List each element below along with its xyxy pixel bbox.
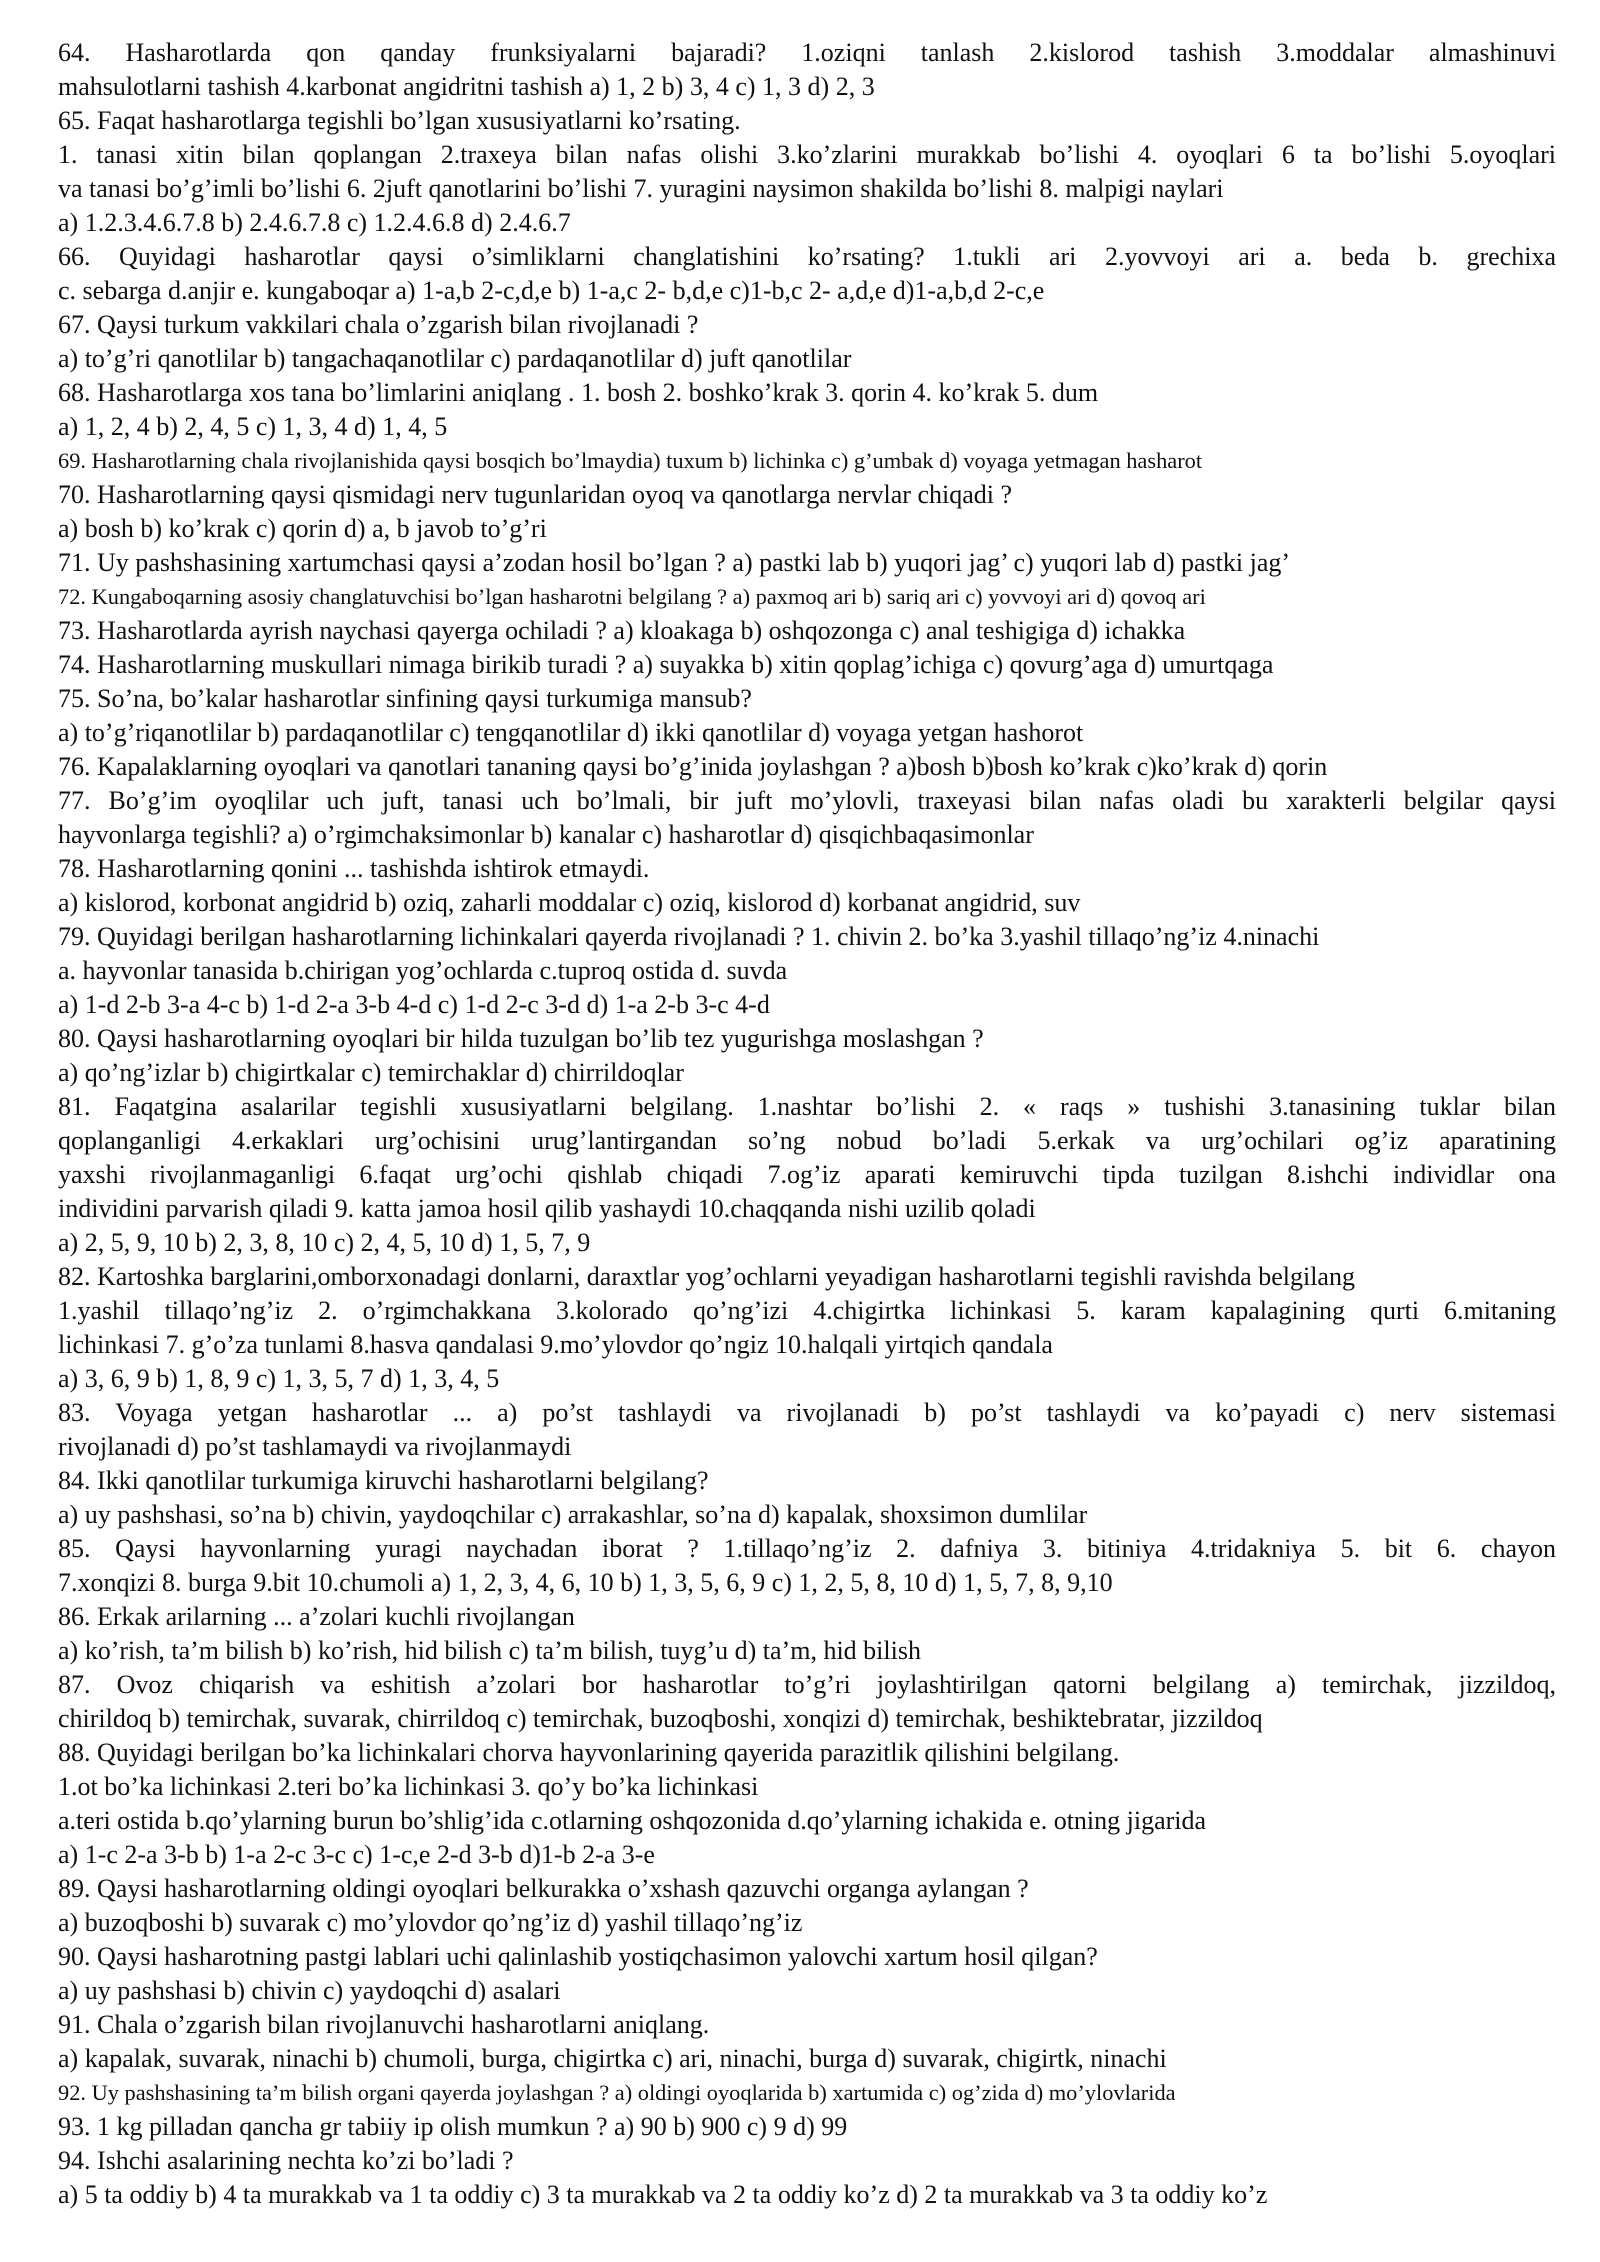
text-line: 71. Uy pashshasining xartumchasi qaysi a’zodan hosil bo’lgan ? a) pastki lab b) yuqori jag’ c) yuqori lab d) pastki jag’ — [58, 548, 1291, 577]
text-line: lichinkasi 7. g’o’za tunlami 8.hasva qandalasi 9.mo’ylovdor qo’ngiz 10.halqali yirtqich qandala — [58, 1330, 1053, 1359]
text-line: 73. Hasharotlarda ayrish naychasi qayerga ochiladi ? a) kloakaga b) oshqozonga c) anal teshigiga d) ichakka — [58, 616, 1186, 645]
text-line: va tanasi bo’g’imli bo’lishi 6. 2juft qanotlarini bo’lishi 7. yuragini naysimon shakilda bo’lishi 8. malpigi naylari — [58, 174, 1224, 203]
text-line: 70. Hasharotlarning qaysi qismidagi nerv tugunlaridan oyoq va qanotlarga nervlar chiqadi ? — [58, 480, 1013, 509]
text-line: a) uy pashshasi b) chivin c) yaydoqchi d) asalari — [58, 1976, 561, 2005]
text-line: 85. Qaysi hayvonlarning yuragi naychadan iborat ? 1.tillaqo’ng’iz 2. dafniya 3. bitiniya 4.tridakniya 5. bit 6. chayon — [58, 1534, 1556, 1563]
text-line: 77. Bo’g’im oyoqlilar uch juft, tanasi uch bo’lmali, bir juft mo’ylovli, traxeyasi bilan nafas oladi bu xarakterli belgilar qaysi — [58, 786, 1556, 815]
text-line: 66. Quyidagi hasharotlar qaysi o’simliklarni changlatishini ko’rsating? 1.tukli ari 2.yovvoyi ari a. beda b. grechixa — [58, 242, 1556, 271]
text-line: a) 1-d 2-b 3-a 4-c b) 1-d 2-a 3-b 4-d c) 1-d 2-c 3-d d) 1-a 2-b 3-c 4-d — [58, 990, 770, 1019]
text-line: 65. Faqat hasharotlarga tegishli bo’lgan xususiyatlarni ko’rsating. — [58, 106, 741, 135]
text-line: 88. Quyidagi berilgan bo’ka lichinkalari chorva hayvonlarining qayerida parazitlik qilishini belgilang. — [58, 1738, 1120, 1767]
text-line: a) to’g’ri qanotlilar b) tangachaqanotlilar c) pardaqanotlilar d) juft qanotlilar — [58, 344, 852, 373]
text-line: a) 1.2.3.4.6.7.8 b) 2.4.6.7.8 c) 1.2.4.6.8 d) 2.4.6.7 — [58, 208, 571, 237]
text-line: a) 1-c 2-a 3-b b) 1-a 2-c 3-c c) 1-c,e 2-d 3-b d)1-b 2-a 3-e — [58, 1840, 655, 1869]
text-line: 76. Kapalaklarning oyoqlari va qanotlari tananing qaysi bo’g’inida joylashgan ? a)bosh b)bosh ko’krak c)ko’krak d) qorin — [58, 752, 1328, 781]
text-line: 74. Hasharotlarning muskullari nimaga birikib turadi ? a) suyakka b) xitin qoplag’ichiga c) qovurg’aga d) umurtqaga — [58, 650, 1274, 679]
text-line: 89. Qaysi hasharotlarning oldingi oyoqlari belkurakka o’xshash qazuvchi organga aylangan ? — [58, 1874, 1029, 1903]
text-line: 75. So’na, bo’kalar hasharotlar sinfining qaysi turkumiga mansub? — [58, 684, 752, 713]
text-line: 1.yashil tillaqo’ng’iz 2. o’rgimchakkana 3.kolorado qo’ng’izi 4.chigirtka lichinkasi 5. karam kapalagining qurti 6.mitaning — [58, 1296, 1556, 1325]
text-line: 1.ot bo’ka lichinkasi 2.teri bo’ka lichinkasi 3. qo’y bo’ka lichinkasi — [58, 1772, 759, 1801]
text-line: 90. Qaysi hasharotning pastgi lablari uchi qalinlashib yostiqchasimon yalovchi xartum hosil qilgan? — [58, 1942, 1098, 1971]
document-page — [58, 36, 1556, 2212]
text-line: 94. Ishchi asalarining nechta ko’zi bo’ladi ? — [58, 2146, 514, 2175]
text-line: 1. tanasi xitin bilan qoplangan 2.traxeya bilan nafas olishi 3.ko’zlarini murakkab bo’lishi 4. oyoqlari 6 ta bo’lishi 5.oyoqlari — [58, 140, 1556, 169]
text-line: 69. Hasharotlarning chala rivojlanishida qaysi bosqich bo’lmaydia) tuxum b) lichinka c) g’umbak d) voyaga yetmagan hasharot — [58, 448, 1203, 473]
text-line: 79. Quyidagi berilgan hasharotlarning lichinkalari qayerda rivojlanadi ? 1. chivin 2. bo’ka 3.yashil tillaqo’ng’iz 4.ninachi — [58, 922, 1320, 951]
text-line: yaxshi rivojlanmaganligi 6.faqat urg’ochi qishlab chiqadi 7.og’iz aparati kemiruvchi tipda tuzilgan 8.ishchi individlar ona — [58, 1160, 1556, 1189]
text-line: chirildoq b) temirchak, suvarak, chirrildoq c) temirchak, buzoqboshi, xonqizi d) temirchak, beshiktebratar, jizzildoq — [58, 1704, 1263, 1733]
text-line: 81. Faqatgina asalarilar tegishli xususiyatlarni belgilang. 1.nashtar bo’lishi 2. « raqs » tushishi 3.tanasining tuklar bilan — [58, 1092, 1556, 1121]
text-line: individini parvarish qiladi 9. katta jamoa hosil qilib yashaydi 10.chaqqanda nishi uzilib qoladi — [58, 1194, 1036, 1223]
text-line: mahsulotlarni tashish 4.karbonat angidritni tashish a) 1, 2 b) 3, 4 c) 1, 3 d) 2, 3 — [58, 72, 875, 101]
text-line: a) 2, 5, 9, 10 b) 2, 3, 8, 10 c) 2, 4, 5, 10 d) 1, 5, 7, 9 — [58, 1228, 591, 1257]
text-line: 93. 1 kg pilladan qancha gr tabiiy ip olish mumkun ? a) 90 b) 900 c) 9 d) 99 — [58, 2112, 848, 2141]
text-line: a) to’g’riqanotlilar b) pardaqanotlilar c) tengqanotlilar d) ikki qanotlilar d) voyaga yetgan hashorot — [58, 718, 1084, 747]
text-line: 87. Ovoz chiqarish va eshitish a’zolari bor hasharotlar to’g’ri joylashtirilgan qatorni belgilang a) temirchak, jizzildoq, — [58, 1670, 1556, 1699]
text-line: c. sebarga d.anjir e. kungaboqar a) 1-a,b 2-c,d,e b) 1-a,c 2- b,d,e c)1-b,c 2- a,d,e d)1-a,b,d 2-c,e — [58, 276, 1045, 305]
text-line: rivojlanadi d) po’st tashlamaydi va rivojlanmaydi — [58, 1432, 572, 1461]
text-line: a) ko’rish, ta’m bilish b) ko’rish, hid bilish c) ta’m bilish, tuyg’u d) ta’m, hid bilish — [58, 1636, 921, 1665]
text-line: 86. Erkak arilarning ... a’zolari kuchli rivojlangan — [58, 1602, 575, 1631]
text-line: a) bosh b) ko’krak c) qorin d) a, b javob to’g’ri — [58, 514, 547, 543]
text-line: 91. Chala o’zgarish bilan rivojlanuvchi hasharotlarni aniqlang. — [58, 2010, 710, 2039]
text-line: 83. Voyaga yetgan hasharotlar ... a) po’st tashlaydi va rivojlanadi b) po’st tashlaydi va ko’payadi c) nerv sistemasi — [58, 1398, 1556, 1427]
text-line: a) buzoqboshi b) suvarak c) mo’ylovdor qo’ng’iz d) yashil tillaqo’ng’iz — [58, 1908, 803, 1937]
text-line: 72. Kungaboqarning asosiy changlatuvchisi bo’lgan hasharotni belgilang ? a) paxmoq ari b) sariq ari c) yovvoyi ari d) qovoq ari — [58, 584, 1206, 609]
text-line: 82. Kartoshka barglarini,omborxonadagi donlarni, daraxtlar yog’ochlarni yeyadigan hasharotlarni tegishli ravishda belgilang — [58, 1262, 1355, 1291]
text-line: a) qo’ng’izlar b) chigirtkalar c) temirchaklar d) chirrildoqlar — [58, 1058, 684, 1087]
text-line: 68. Hasharotlarga xos tana bo’limlarini aniqlang . 1. bosh 2. boshko’krak 3. qorin 4. ko’krak 5. dum — [58, 378, 1099, 407]
text-line: 78. Hasharotlarning qonini ... tashishda ishtirok etmaydi. — [58, 854, 650, 883]
text-line: a) uy pashshasi, so’na b) chivin, yaydoqchilar c) arrakashlar, so’na d) kapalak, shoxsimon dumlilar — [58, 1500, 1088, 1529]
text-line: hayvonlarga tegishli? a) o’rgimchaksimonlar b) kanalar c) hasharotlar d) qisqichbaqasimonlar — [58, 820, 1034, 849]
text-line: a) kapalak, suvarak, ninachi b) chumoli, burga, chigirtka c) ari, ninachi, burga d) suvarak, chigirtk, ninachi — [58, 2044, 1167, 2073]
text-line: 64. Hasharotlarda qon qanday frunksiyalarni bajaradi? 1.oziqni tanlash 2.kislorod tashish 3.moddalar almashinuvi — [58, 38, 1556, 67]
text-line: a) 5 ta oddiy b) 4 ta murakkab va 1 ta oddiy c) 3 ta murakkab va 2 ta oddiy ko’z d) 2 ta murakkab va 3 ta oddiy ko’z — [58, 2180, 1268, 2209]
text-line: a) 1, 2, 4 b) 2, 4, 5 c) 1, 3, 4 d) 1, 4, 5 — [58, 412, 448, 441]
text-line: 67. Qaysi turkum vakkilari chala o’zgarish bilan rivojlanadi ? — [58, 310, 699, 339]
text-line: qoplanganligi 4.erkaklari urg’ochisini urug’lantirgandan so’ng nobud bo’ladi 5.erkak va urg’ochilari og’iz aparatining — [58, 1126, 1556, 1155]
text-line: 80. Qaysi hasharotlarning oyoqlari bir hilda tuzulgan bo’lib tez yugurishga moslashgan ? — [58, 1024, 984, 1053]
text-line: a.teri ostida b.qo’ylarning burun bo’shlig’ida c.otlarning oshqozonida d.qo’ylarning ichakida e. otning jigarida — [58, 1806, 1207, 1835]
text-line: 7.xonqizi 8. burga 9.bit 10.chumoli a) 1, 2, 3, 4, 6, 10 b) 1, 3, 5, 6, 9 c) 1, 2, 5, 8, 10 d) 1, 5, 7, 8, 9,10 — [58, 1568, 1113, 1597]
text-line: 84. Ikki qanotlilar turkumiga kiruvchi hasharotlarni belgilang? — [58, 1466, 709, 1495]
text-line: a) 3, 6, 9 b) 1, 8, 9 c) 1, 3, 5, 7 d) 1, 3, 4, 5 — [58, 1364, 500, 1393]
text-line: 92. Uy pashshasining ta’m bilish organi qayerda joylashgan ? a) oldingi oyoqlarida b) xartumida c) og’zida d) mo’ylovlarida — [58, 2080, 1176, 2105]
text-line: a. hayvonlar tanasida b.chirigan yog’ochlarda c.tuproq ostida d. suvda — [58, 956, 788, 985]
text-line: a) kislorod, korbonat angidrid b) oziq, zaharli moddalar c) oziq, kislorod d) korbanat angidrid, suv — [58, 888, 1081, 917]
